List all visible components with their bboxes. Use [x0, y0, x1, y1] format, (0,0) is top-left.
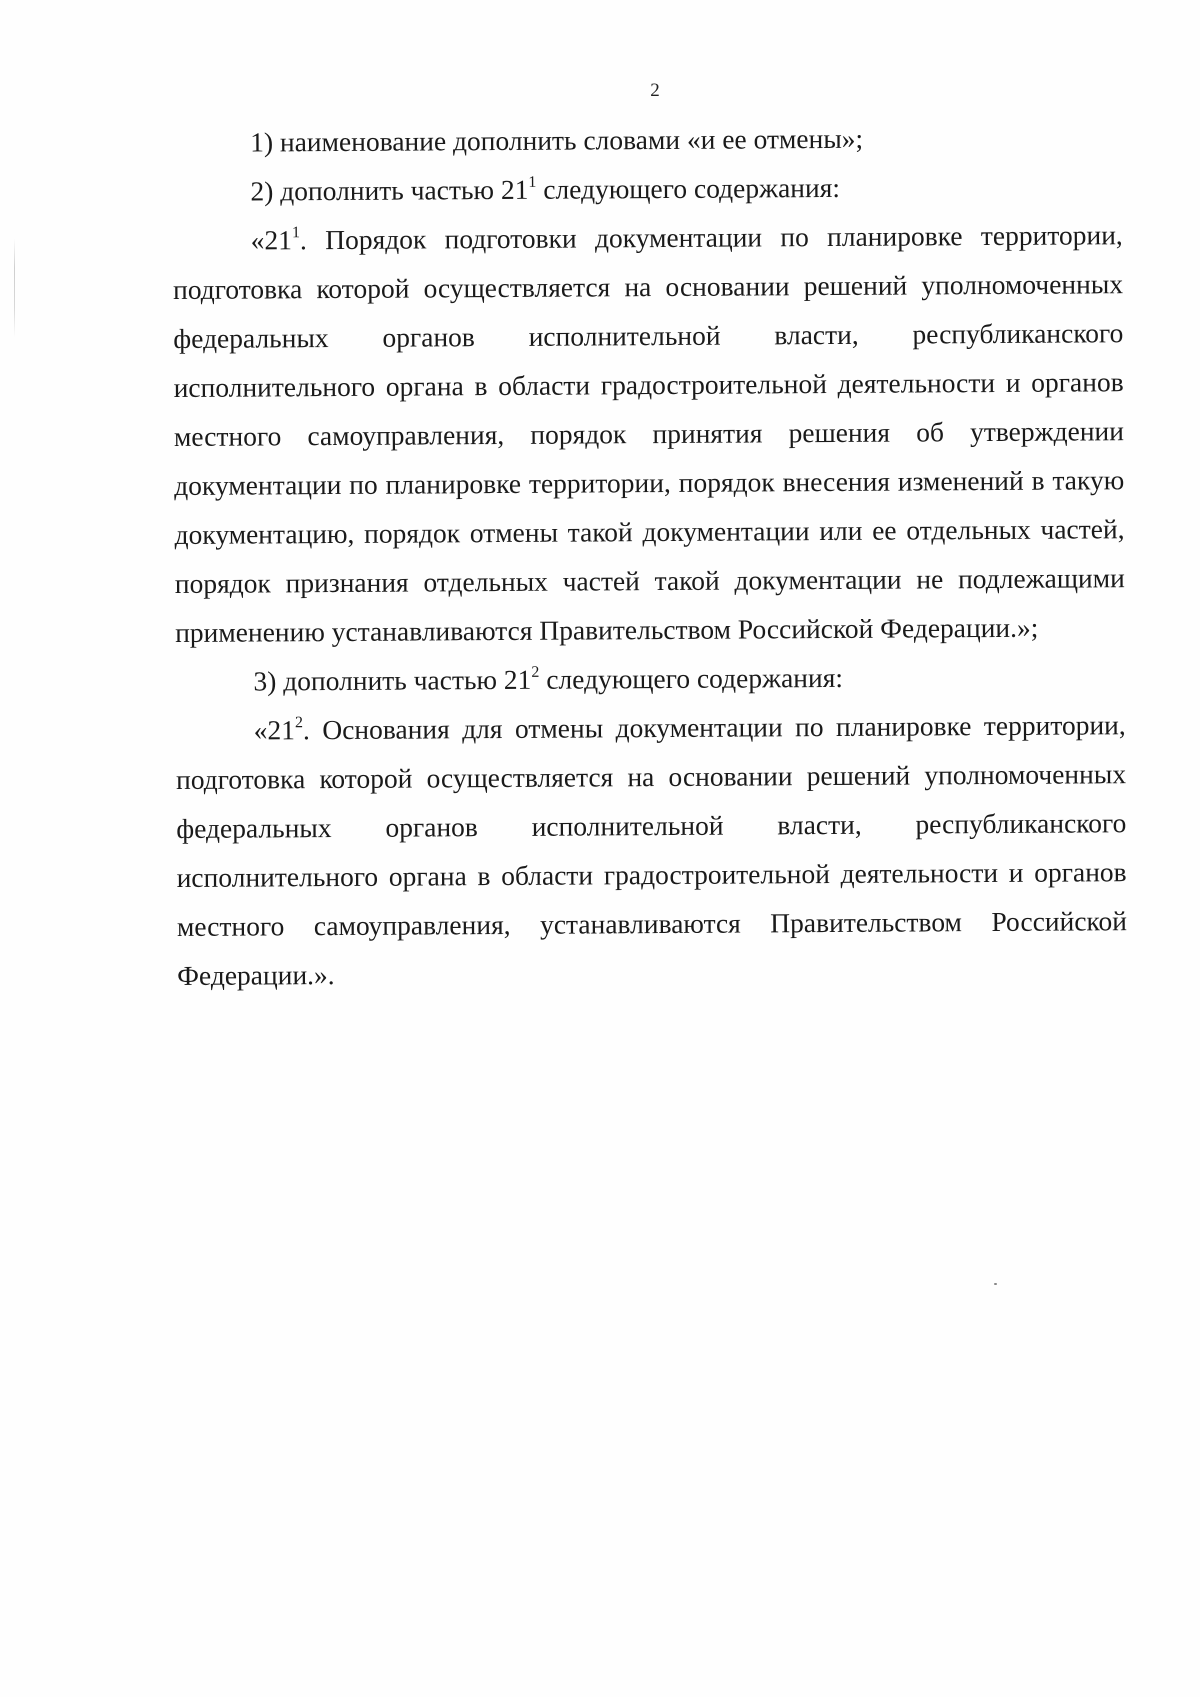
- scan-artifact: [14, 238, 15, 338]
- paragraph-4: 3) дополнить частью $21^2$ следующего содержания:: [253, 661, 844, 697]
- paragraph-5-part-21-2: «$21^2$. Основания для отмены документации по планировке территории, подготовка которой осуществляется на основании решений уполномоченных федеральных органов исполнительной власти, республиканского исполнительного органа в области градостроительной деятельности и органов местного самоуправления, устанавливаются Правительством Российской Федерации.».: [175, 709, 1128, 991]
- paragraph-1: 1) наименование дополнить словами «и ее отмены»;: [250, 122, 864, 158]
- document-body: [172, 112, 1127, 1000]
- paragraph-2: 2) дополнить частью $21^1$ следующего содержания:: [250, 171, 841, 207]
- paragraph-3-part-21-1: «$21^1$. Порядок подготовки документации по планировке территории, подготовка которой осуществляется на основании решений уполномоченных федеральных органов исполнительной власти, республиканского исполнительного органа в области градостроительной деятельности и органов местного самоуправления, порядок принятия решения об утверждении документации по планировке территории, порядок внесения изменений в такую документацию, порядок отмены такой документации или ее отдельных частей, порядок признания отдельных частей такой документации не подлежащими применению устанавливаются Правительством Российской Федерации.»;: [172, 219, 1125, 648]
- page-number: 2: [650, 80, 660, 101]
- scan-speck: [994, 1283, 997, 1285]
